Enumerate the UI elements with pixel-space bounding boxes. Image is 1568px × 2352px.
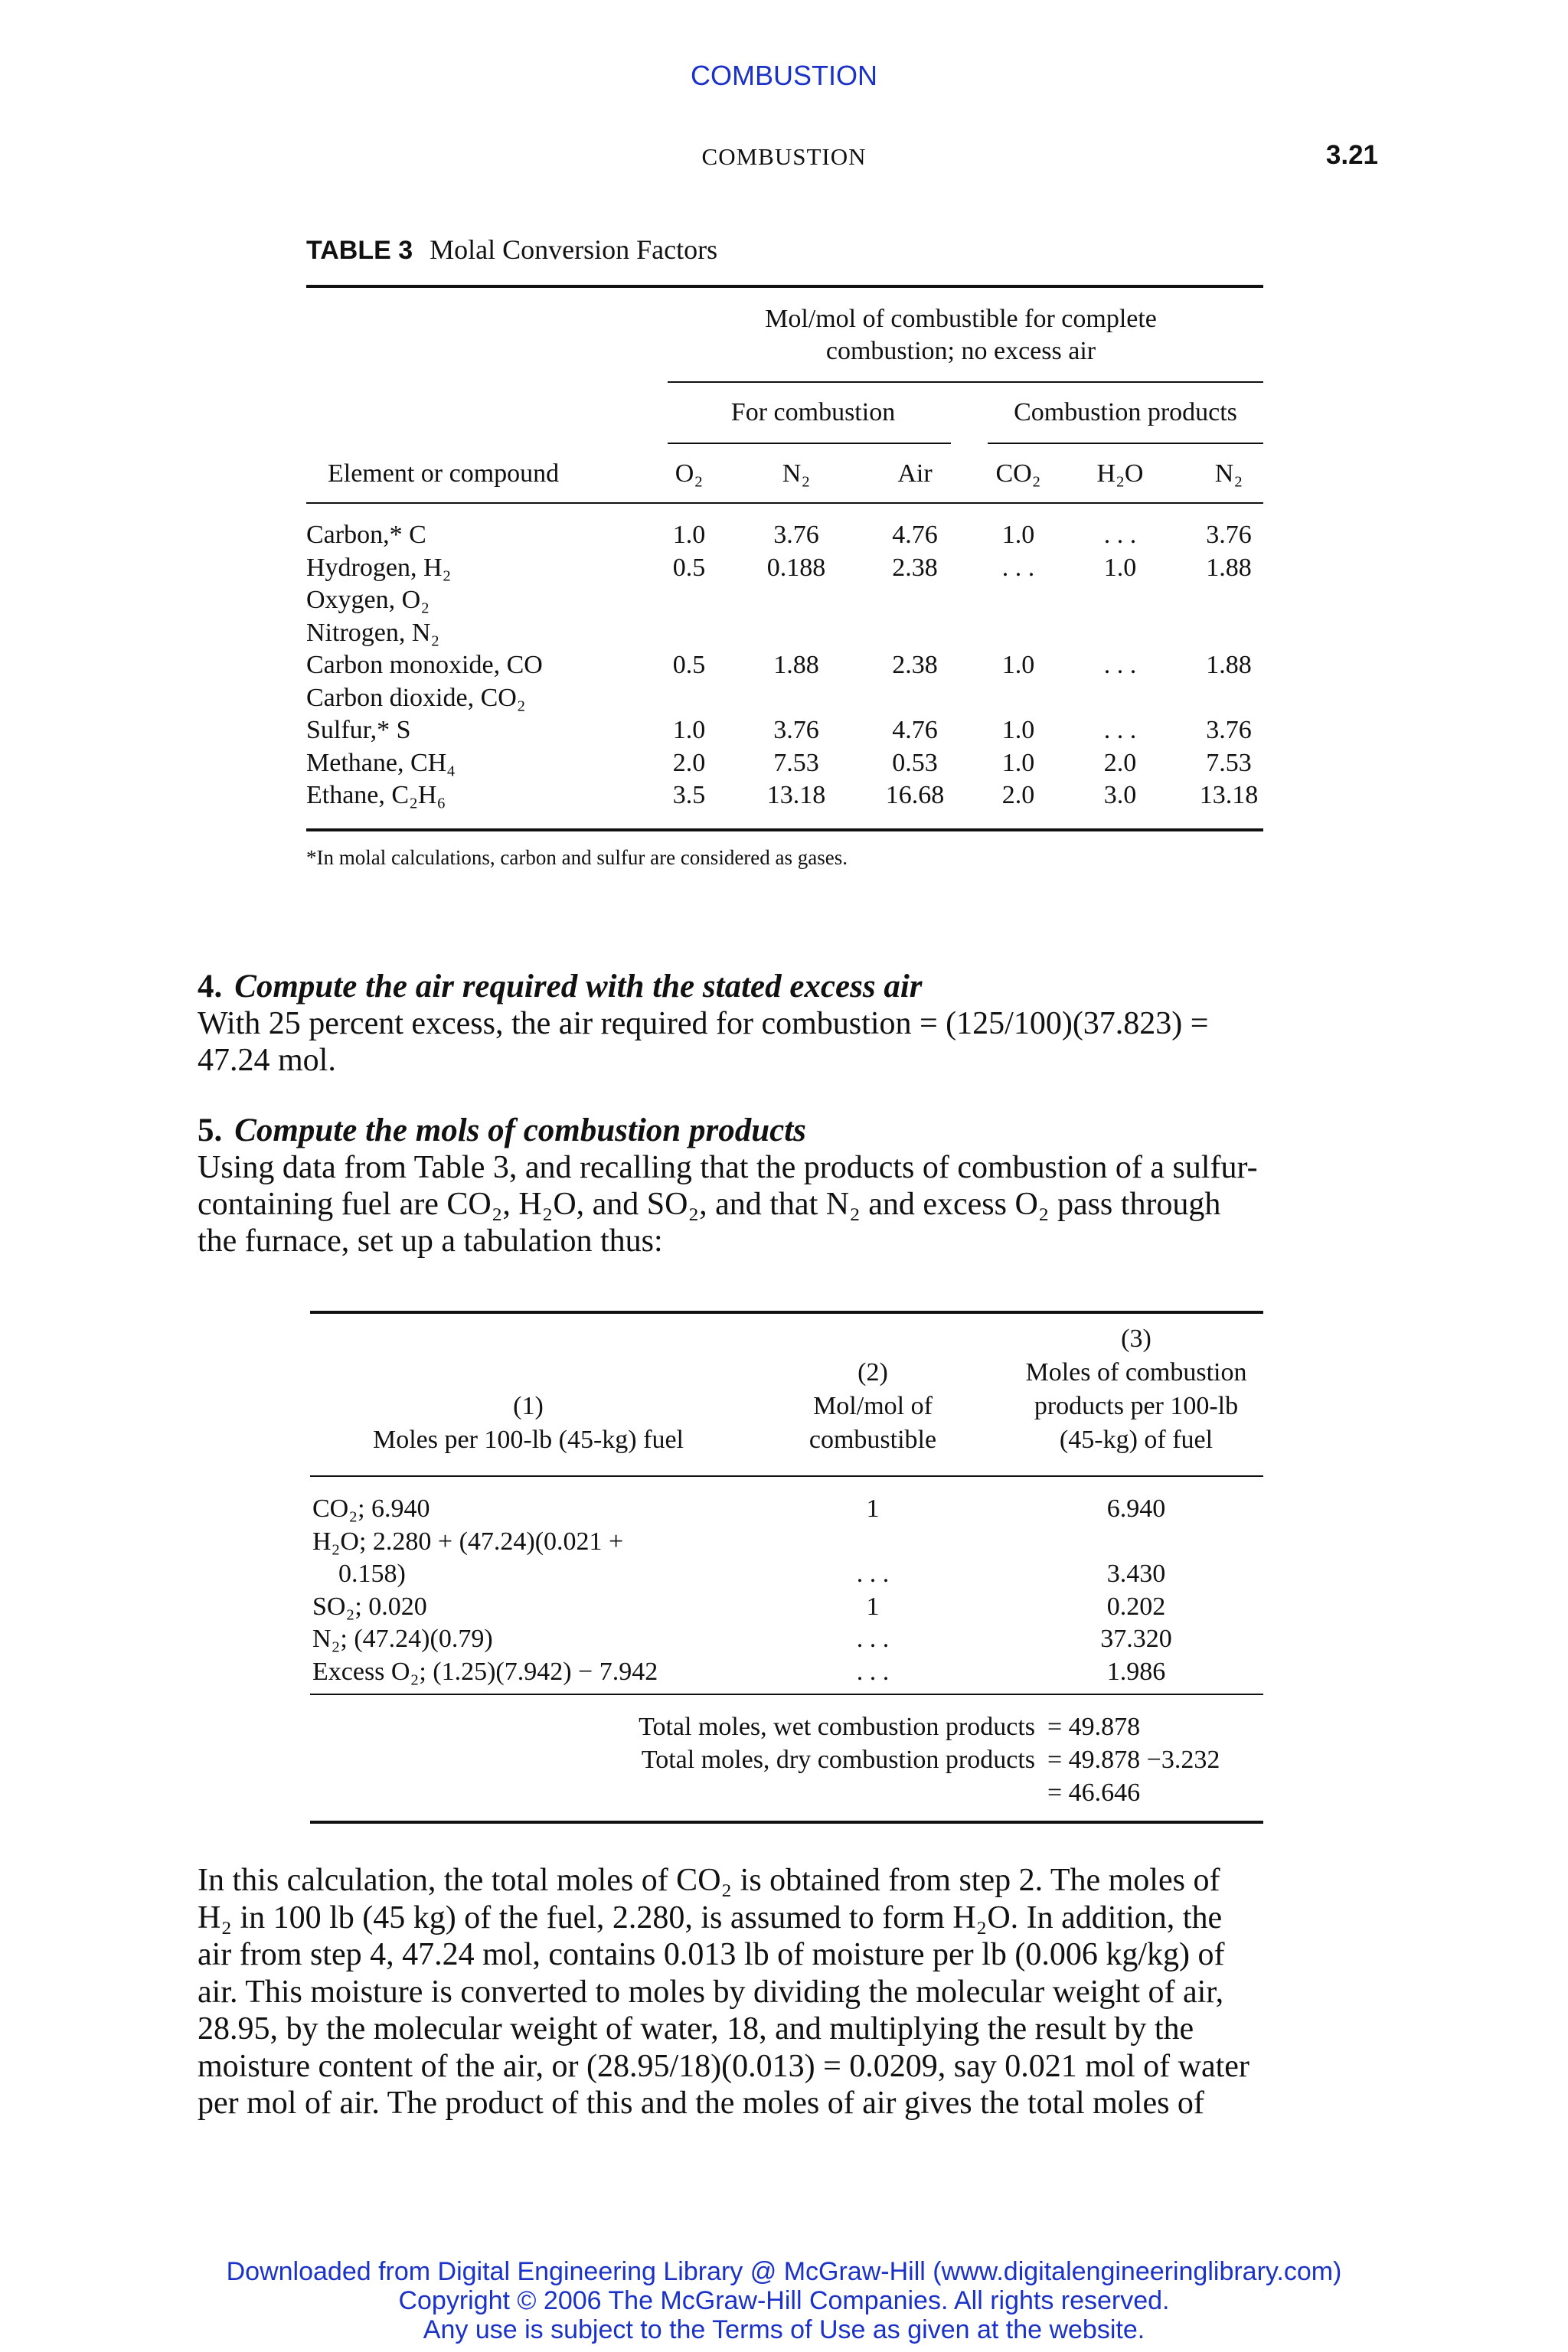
table3-cell: 1.88 [1206, 651, 1252, 679]
table3-cell: 7.53 [1206, 748, 1252, 777]
table3-group-header-2: combustion; no excess air [825, 337, 1096, 365]
step5-title: Compute the mols of combustion products [234, 1112, 806, 1148]
table4-total-value: = 49.878 −3.232 [1047, 1746, 1220, 1774]
table3-col-header: N₂ [782, 459, 811, 488]
table4-row-col2: . . . [856, 1657, 890, 1686]
table3-row-name: Sulfur,* S [306, 716, 411, 744]
table4-row-desc: 0.158) [338, 1560, 406, 1588]
table3-subrule-products [988, 443, 1263, 444]
table3-subheader-combustion: For combustion [730, 398, 896, 426]
paragraph-line: H₂ in 100 lb (45 kg) of the fuel, 2.280, is assumed to form H₂O. In addition, the [198, 1900, 1223, 1936]
table3-cell: 1.0 [1001, 748, 1035, 777]
step5-body-line: Using data from Table 3, and recalling that the products of combustion of a sulfur- [198, 1150, 1258, 1185]
step4-title: Compute the air required with the stated excess air [234, 969, 923, 1004]
table3-cell: 3.0 [1103, 781, 1137, 809]
table3-cell: 2.38 [892, 553, 938, 582]
table4-total-value: = 46.646 [1047, 1779, 1141, 1807]
table3-cell: 4.76 [892, 521, 938, 549]
table4-top-rule [310, 1311, 1263, 1314]
table3-col-header: H₂O [1096, 459, 1144, 488]
table3-cell: 2.0 [1103, 748, 1137, 777]
table3-row-name: Hydrogen, H₂ [306, 553, 452, 582]
table3-cell: 1.0 [672, 716, 706, 744]
table4-header-rule [310, 1475, 1263, 1477]
table4-row-col2: 1 [866, 1592, 880, 1621]
table3-top-rule [306, 285, 1263, 288]
step5-body-line: the furnace, set up a tabulation thus: [198, 1223, 663, 1259]
table3-cell: 1.0 [1001, 651, 1035, 679]
step4-body-line: With 25 percent excess, the air required for combustion = (125/100)(37.823) = [198, 1006, 1209, 1041]
table3-cell: 1.88 [773, 651, 819, 679]
table4-header-line: (45-kg) of fuel [1059, 1426, 1214, 1454]
table4-row-col3: 6.940 [1106, 1494, 1166, 1523]
step4-body-line: 47.24 mol. [198, 1043, 336, 1078]
table3-cell: 0.53 [892, 748, 938, 777]
table3-subheader-products: Combustion products [1014, 398, 1237, 426]
table4-header-line: Moles of combustion [1025, 1358, 1247, 1387]
table3-title: Molal Conversion Factors [430, 234, 718, 265]
table4-row-col2: . . . [856, 1625, 890, 1653]
table3-cell: 1.0 [1001, 521, 1035, 549]
table3-bottom-rule [306, 828, 1263, 831]
table3-cell: 3.5 [672, 781, 706, 809]
table4-header-line: Moles per 100-lb (45-kg) fuel [372, 1426, 684, 1454]
table4-bottom-rule [310, 1821, 1263, 1824]
table4-row-col2: . . . [856, 1560, 890, 1588]
table4-row-col3: 1.986 [1106, 1657, 1166, 1686]
table3-header-rule [306, 502, 1263, 504]
table4-row-col2: 1 [866, 1494, 880, 1523]
table4-row-desc: H₂O; 2.280 + (47.24)(0.021 + [312, 1527, 624, 1556]
table3-cell: 3.76 [773, 521, 819, 549]
table3-cell: 2.0 [672, 748, 706, 777]
paragraph-line: In this calculation, the total moles of CO₂ is obtained from step 2. The moles of [198, 1863, 1220, 1898]
table3-cell: 1.0 [1001, 716, 1035, 744]
paragraph-line: 28.95, by the molecular weight of water, 18, and multiplying the result by the [198, 2011, 1194, 2047]
table4-row-desc: SO₂; 0.020 [312, 1592, 427, 1621]
table3-footnote: *In molal calculations, carbon and sulfur are considered as gases. [306, 846, 848, 869]
table4-total-label: Total moles, wet combustion products [639, 1713, 1035, 1741]
table3-cell: 4.76 [892, 716, 938, 744]
footer-download-link[interactable]: Downloaded from Digital Engineering Library @ McGraw-Hill (www.digitalengineeringlibrary.com) [226, 2257, 1342, 2286]
step5-body-line: containing fuel are CO₂, H₂O, and SO₂, and that N₂ and excess O₂ pass through [198, 1187, 1221, 1222]
table4-header-line: (2) [858, 1358, 888, 1387]
top-link[interactable]: COMBUSTION [690, 60, 877, 91]
table3-col-header: O₂ [675, 459, 704, 488]
step4-heading [198, 969, 923, 1005]
table3-cell: 7.53 [773, 748, 819, 777]
table4-header-line: (3) [1121, 1325, 1152, 1353]
table3-cell: . . . [1103, 716, 1137, 744]
table4-total-label: Total moles, dry combustion products [641, 1746, 1035, 1774]
table4-body-rule [310, 1694, 1263, 1695]
table4-row-desc: N₂; (47.24)(0.79) [312, 1625, 493, 1653]
paragraph-line: per mol of air. The product of this and the moles of air gives the total moles of [198, 2086, 1204, 2121]
table3-row-name: Oxygen, O₂ [306, 586, 430, 614]
table4-row-col3: 3.430 [1106, 1560, 1166, 1588]
paragraph-line: air. This moisture is converted to moles by dividing the molecular weight of air, [198, 1974, 1224, 2010]
footer-terms[interactable]: Any use is subject to the Terms of Use as given at the website. [423, 2315, 1145, 2344]
table3-cell: . . . [1103, 651, 1137, 679]
table3-cell: 3.76 [1206, 521, 1252, 549]
table3-cell: 1.88 [1206, 553, 1252, 582]
table3-cell: 0.188 [766, 553, 826, 582]
table4-row-col3: 0.202 [1106, 1592, 1166, 1621]
table3-cell: 13.18 [1199, 781, 1259, 809]
table3-subrule-combustion [668, 443, 951, 444]
table3-cell: 2.38 [892, 651, 938, 679]
table4-row-col3: 37.320 [1100, 1625, 1172, 1653]
table3-cell: 3.76 [1206, 716, 1252, 744]
paragraph-line: air from step 4, 47.24 mol, contains 0.013 lb of moisture per lb (0.006 kg/kg) of [198, 1937, 1225, 1972]
table4-total-value: = 49.878 [1047, 1713, 1141, 1741]
table3-cell: 2.0 [1001, 781, 1035, 809]
table3-row-name: Carbon dioxide, CO₂ [306, 683, 526, 712]
table3-group-rule [668, 381, 1263, 383]
table3-row-name: Ethane, C₂H₆ [306, 781, 446, 809]
page-number: 3.21 [1325, 140, 1378, 170]
table3-cell: 1.0 [672, 521, 706, 549]
table3-row-name: Carbon monoxide, CO [306, 651, 543, 679]
footer [0, 2257, 1568, 2344]
table4-header-line: combustible [808, 1426, 937, 1454]
step4-number: 4. [198, 969, 223, 1004]
table3-cell: 0.5 [672, 553, 706, 582]
running-head: COMBUSTION [701, 143, 867, 170]
table3-col-header: CO₂ [995, 459, 1041, 488]
table3-cell: . . . [1103, 521, 1137, 549]
table3-group-header-1: Mol/mol of combustible for complete [765, 305, 1157, 333]
table3-cell: 0.5 [672, 651, 706, 679]
table3-col-element: Element or compound [328, 459, 560, 488]
paragraph-line: moisture content of the air, or (28.95/18)(0.013) = 0.0209, say 0.021 mol of water [198, 2048, 1250, 2084]
table3-cell: 1.0 [1103, 553, 1137, 582]
table3-cell: 16.68 [885, 781, 945, 809]
table3-col-header: N₂ [1214, 459, 1243, 488]
table3-col-header: Air [897, 459, 933, 488]
table3-label: TABLE 3 [306, 236, 413, 265]
table4-header-line: Mol/mol of [813, 1392, 933, 1420]
table3-cell: . . . [1001, 553, 1035, 582]
table3-row-name: Nitrogen, N₂ [306, 618, 440, 647]
table3-row-name: Methane, CH₄ [306, 748, 456, 777]
table3-cell: 3.76 [773, 716, 819, 744]
footer-copyright: Copyright © 2006 The McGraw-Hill Companies. All rights reserved. [398, 2286, 1170, 2315]
table4-header-line: (1) [513, 1392, 544, 1420]
table3-cell: 13.18 [766, 781, 826, 809]
table4-row-desc: CO₂; 6.940 [312, 1494, 430, 1523]
table4-header-line: products per 100-lb [1034, 1392, 1239, 1420]
table4-row-desc: Excess O₂; (1.25)(7.942) − 7.942 [312, 1657, 658, 1686]
step5-heading [198, 1112, 806, 1149]
step5-number: 5. [198, 1112, 223, 1148]
table3-caption [306, 234, 717, 266]
table3-row-name: Carbon,* C [306, 521, 426, 549]
